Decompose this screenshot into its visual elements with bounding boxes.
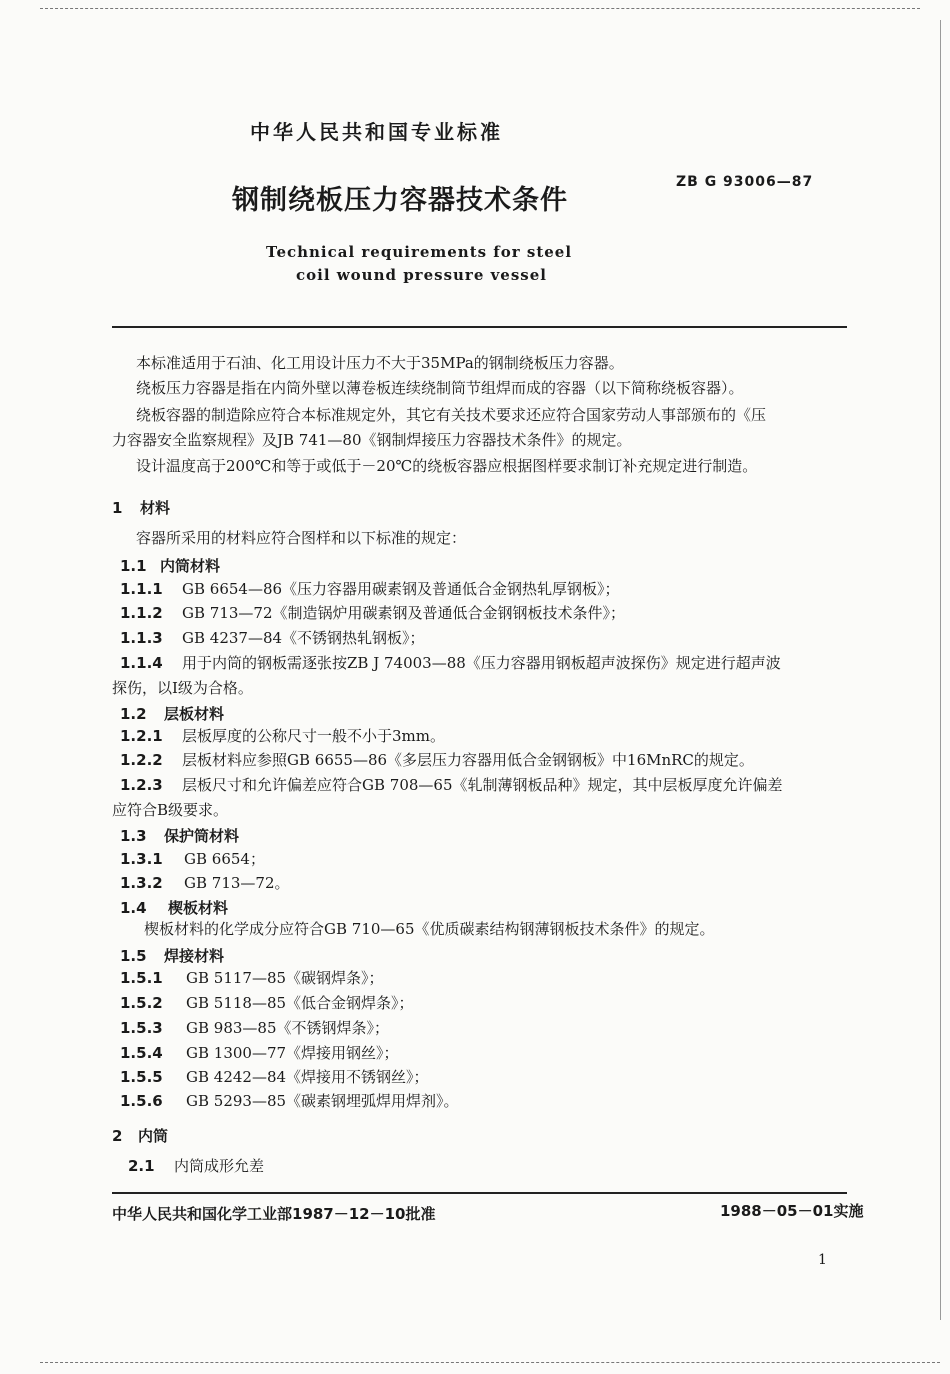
clause-text: GB 5293—85《碳素钢埋弧焊用焊剂》。 [186,1092,459,1110]
title-english-line1: Technical requirements for steel [266,243,573,261]
clause-number: 1.5.2 [120,994,163,1012]
clause-text: GB 983—85《不锈钢焊条》； [186,1019,389,1037]
intro-paragraph-4: 设计温度高于200℃和等于或低于－20℃的绕板容器应根据图样要求制订补充规定进行制造。 [136,457,758,475]
clause-1-1-3 [120,627,425,648]
clause-1-5-5 [120,1066,429,1087]
scan-border-bottom [40,1362,940,1363]
clause-number: 1.3.2 [120,874,163,892]
clause-number: 1.1.2 [120,604,163,622]
scan-border-right [940,20,941,1320]
clause-1-2-1 [120,725,445,746]
subsection-1-4-text: 楔板材料的化学成分应符合GB 710—65《优质碳素结构钢薄钢板技术条件》的规定。 [144,920,715,938]
clause-text: 层板尺寸和允许偏差应符合GB 708—65《轧制薄钢板品种》规定，其中层板厚度允许偏差 [182,776,783,794]
clause-1-5-3 [120,1017,389,1038]
intro-paragraph-2: 绕板压力容器是指在内筒外壁以薄卷板连续绕制筒节组焊而成的容器（以下简称绕板容器）。 [136,379,744,397]
subsection-1-2-heading [120,703,224,724]
standard-org-heading: 中华人民共和国专业标准 [250,120,503,144]
clause-1-5-2 [120,992,414,1013]
header-divider [112,326,847,328]
clause-text: GB 713—72《制造锅炉用碳素钢及普通低合金钢钢板技术条件》； [182,604,625,622]
section-number: 1 [112,499,123,517]
intro-paragraph-3a: 绕板容器的制造除应符合本标准规定外，其它有关技术要求还应符合国家劳动人事部颁布的《压 [136,406,767,424]
approval-line: 中华人民共和国化学工业部1987－12－10批准 [112,1205,436,1223]
clause-1-2-2 [120,749,754,770]
clause-text: GB 713—72。 [184,874,290,892]
clause-number: 1.2.2 [120,751,163,769]
subsection-number: 1.3 [120,827,147,845]
clause-1-3-2 [120,872,290,893]
clause-1-2-3-continuation: 应符合B级要求。 [112,801,229,819]
clause-text: GB 5118—85《低合金钢焊条》； [186,994,414,1012]
clause-number: 1.5.1 [120,969,163,987]
clause-1-5-1 [120,967,384,988]
subsection-1-3-heading [120,825,239,846]
clause-text: GB 1300—77《焊接用钢丝》； [186,1044,399,1062]
clause-1-2-3 [120,774,783,795]
clause-number: 1.5.4 [120,1044,163,1062]
subsection-number: 1.5 [120,947,147,965]
clause-text: GB 6654—86《压力容器用碳素钢及普通低合金钢热轧厚钢板》； [182,580,620,598]
standard-number: ZB G 93006—87 [676,174,814,190]
clause-1-1-1 [120,578,620,599]
section-2-heading [112,1125,168,1146]
clause-1-1-4 [120,652,781,673]
title-chinese: 钢制绕板压力容器技术条件 [232,185,568,216]
subsection-1-4-heading [120,897,228,918]
clause-1-5-6 [120,1090,459,1111]
clause-text: 层板材料应参照GB 6655—86《多层压力容器用低合金钢钢板》中16MnRC的规定。 [182,751,754,769]
subsection-title: 层板材料 [164,705,225,723]
subsection-title: 焊接材料 [164,947,225,965]
section-title: 内筒 [138,1127,169,1145]
clause-number: 1.5.5 [120,1068,163,1086]
clause-2-1 [128,1155,264,1176]
subsection-number: 1.1 [120,557,147,575]
clause-number: 1.5.3 [120,1019,163,1037]
section-number: 2 [112,1127,123,1145]
title-english-line2: coil wound pressure vessel [296,266,547,284]
subsection-1-1-heading [120,555,220,576]
intro-paragraph-3b: 力容器安全监察规程》及JB 741—80《钢制焊接压力容器技术条件》的规定。 [112,431,632,449]
subsection-number: 1.4 [120,899,147,917]
section-1-heading [112,497,170,518]
clause-text: 层板厚度的公称尺寸一般不小于3mm。 [182,727,445,745]
clause-number: 1.2.1 [120,727,163,745]
clause-text: GB 6654； [184,850,265,868]
clause-number: 1.1.1 [120,580,163,598]
subsection-1-5-heading [120,945,224,966]
clause-1-1-2 [120,602,625,623]
subsection-title: 保护筒材料 [164,827,240,845]
clause-text: GB 5117—85《碳钢焊条》； [186,969,384,987]
clause-number: 2.1 [128,1157,155,1175]
clause-1-1-4-continuation: 探伤，以Ⅰ级为合格。 [112,679,253,697]
clause-number: 1.3.1 [120,850,163,868]
subsection-title: 内筒材料 [160,557,221,575]
scan-border-top [40,8,920,9]
clause-1-3-1 [120,848,265,869]
clause-number: 1.5.6 [120,1092,163,1110]
clause-text: GB 4237—84《不锈钢热轧钢板》； [182,629,425,647]
section-title: 材料 [140,499,171,517]
clause-number: 1.1.4 [120,654,163,672]
section-1-intro: 容器所采用的材料应符合图样和以下标准的规定： [136,529,467,547]
subsection-title: 楔板材料 [168,899,229,917]
clause-number: 1.2.3 [120,776,163,794]
intro-paragraph-1: 本标准适用于石油、化工用设计压力不大于35MPa的钢制绕板压力容器。 [136,354,624,372]
footer-divider [112,1192,847,1194]
subsection-number: 1.2 [120,705,147,723]
clause-text: 用于内筒的钢板需逐张按ZB J 74003—88《压力容器用钢板超声波探伤》规定进行超声波 [182,654,781,672]
clause-text: 内筒成形允差 [174,1157,265,1175]
effective-date: 1988－05－01实施 [720,1202,864,1220]
page-number: 1 [818,1252,827,1268]
clause-number: 1.1.3 [120,629,163,647]
clause-text: GB 4242—84《焊接用不锈钢丝》； [186,1068,429,1086]
clause-1-5-4 [120,1042,399,1063]
